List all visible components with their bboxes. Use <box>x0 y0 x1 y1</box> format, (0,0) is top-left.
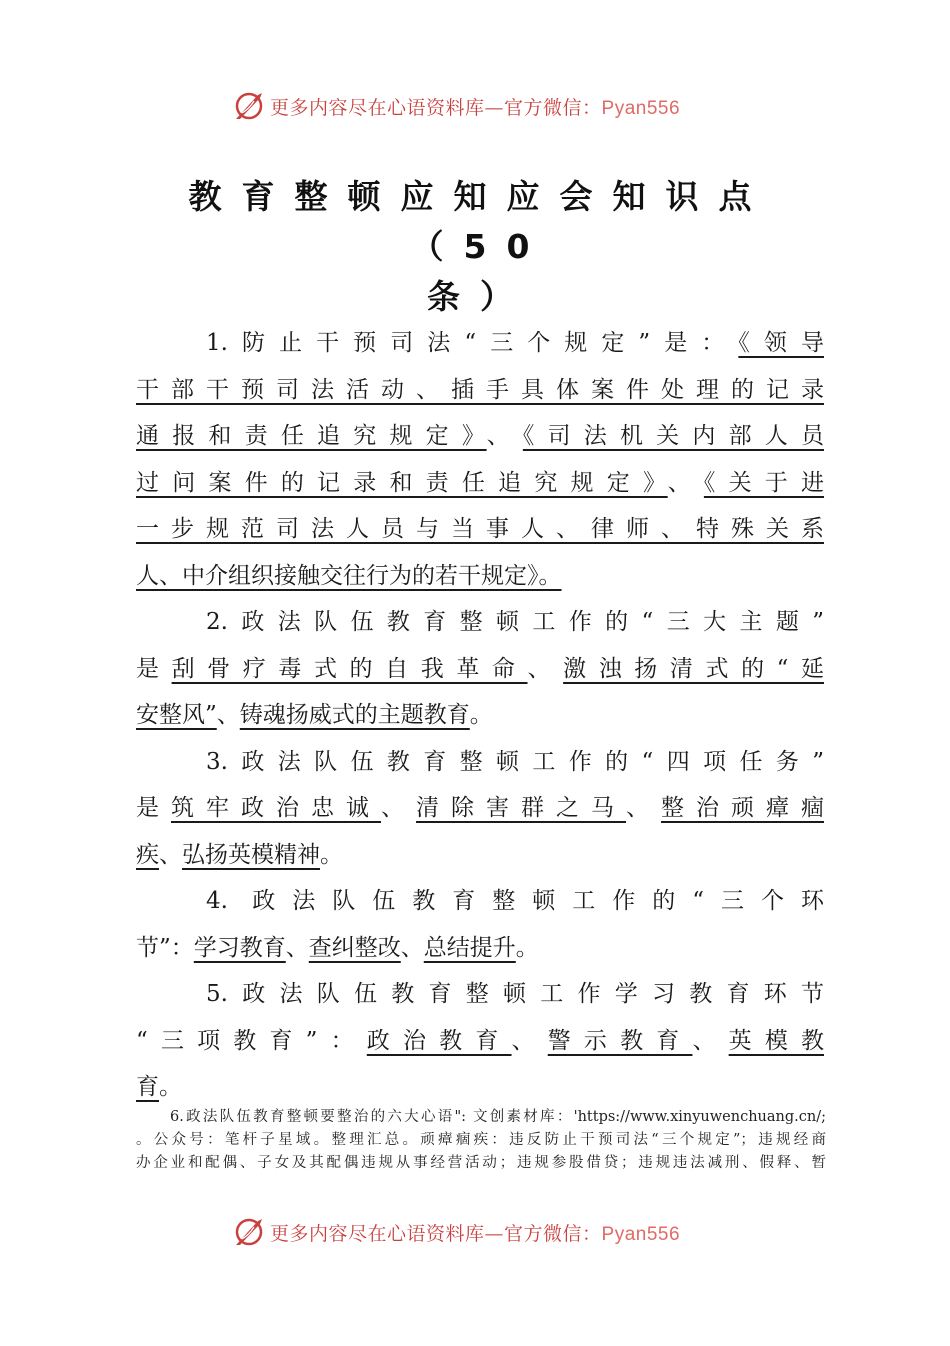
text-segment: 、 <box>667 469 704 496</box>
document-body <box>136 320 824 1111</box>
list-item <box>136 320 824 599</box>
page-title <box>135 172 825 322</box>
list-item <box>136 971 824 1111</box>
text-segment: 、 <box>400 934 424 961</box>
title-line-1: 教育整顿应知应会知识点（50 <box>188 177 772 266</box>
text-segment: 、 <box>527 655 564 682</box>
text-line <box>136 692 824 739</box>
underlined-text: 人、中介组织接触交往行为的若干规定》。 <box>136 562 562 589</box>
text-segment: 。 <box>159 1074 182 1100</box>
underlined-text: 英模教 <box>728 1027 825 1054</box>
underlined-text: 政治教育 <box>366 1027 512 1054</box>
text-segment: 。 <box>320 841 343 868</box>
underlined-text: 育 <box>136 1074 159 1100</box>
list-item <box>136 878 824 971</box>
underlined-text: 筑牢政治忠诚 <box>171 795 381 821</box>
text-segment: 3.政法队伍教育整顿工作的“四项任务” <box>206 748 824 775</box>
text-segment: 、 <box>626 795 661 821</box>
small-paragraph <box>136 1106 826 1175</box>
text-segment: 节”： <box>136 934 194 961</box>
text-line <box>136 739 824 786</box>
text-segment: 5.政法队伍教育整顿工作学习教育环节 <box>206 981 824 1007</box>
underlined-text: 总结提升 <box>423 934 516 961</box>
underlined-text: 激浊扬清式的“延 <box>563 655 825 682</box>
text-line <box>136 785 824 832</box>
underlined-text: 安整风” <box>136 702 217 728</box>
underlined-text: 《司法机关内部人员 <box>522 423 825 449</box>
underlined-text: 学习教育 <box>193 934 286 961</box>
text-line <box>136 367 824 414</box>
watermark-text: 更多内容尽在心语资料库—官方微信：Pyan556 <box>270 1222 681 1245</box>
text-line <box>136 413 824 460</box>
text-line <box>136 320 824 367</box>
underlined-text: 疾 <box>136 841 159 868</box>
list-item <box>136 739 824 879</box>
quill-logo-icon <box>232 1215 266 1249</box>
text-line <box>136 971 824 1018</box>
underlined-text: 《关于进 <box>703 469 825 496</box>
underlined-text: 警示教育 <box>547 1027 693 1054</box>
underlined-text: 铸魂扬威式的主题教育 <box>239 702 470 728</box>
title-line-2: 条） <box>427 277 533 316</box>
underlined-text: 查纠整改 <box>308 934 401 961</box>
text-line <box>136 599 824 646</box>
text-segment: 、 <box>486 423 523 449</box>
underlined-text: 弘扬英模精神 <box>182 841 320 868</box>
watermark-text: 更多内容尽在心语资料库—官方微信：Pyan556 <box>270 96 681 119</box>
text-segment: 、 <box>285 934 309 961</box>
small-text-line: 6.政法队伍教育整顿要整治的六大心语": 文创素材库：'https://www.xinyuwenchuang.cn/; <box>170 1109 826 1125</box>
text-line <box>136 553 824 600</box>
text-line <box>136 878 824 925</box>
text-segment: 、 <box>159 841 182 868</box>
text-line <box>136 646 824 693</box>
text-segment: 4. 政法队伍教育整顿工作的“三个环 <box>206 888 824 914</box>
text-segment: 。 <box>515 934 539 961</box>
text-segment: 是 <box>136 795 171 821</box>
underlined-text: 整治顽瘴痼 <box>661 795 824 821</box>
underlined-text: 一步规范司法人员与当事人、律师、特殊关系 <box>136 516 824 542</box>
text-segment: 。 <box>469 702 493 728</box>
text-line <box>136 832 824 879</box>
quill-logo-icon <box>232 89 266 123</box>
footer-watermark <box>232 1212 752 1252</box>
underlined-text: 通报和责任追究规定》 <box>136 423 487 449</box>
text-segment: 、 <box>511 1027 548 1054</box>
text-line <box>136 460 824 507</box>
text-segment: 是 <box>136 655 172 682</box>
underlined-text: 刮骨疗毒式的自我革命 <box>171 655 528 682</box>
text-segment: 、 <box>692 1027 729 1054</box>
text-line <box>136 506 824 553</box>
text-line <box>136 1064 824 1111</box>
small-text-line: 。公众号：笔杆子星域。整理汇总。顽瘴痼疾：违反防止干预司法“三个规定”；违规经商 <box>136 1132 826 1148</box>
underlined-text: 清除害群之马 <box>416 795 626 821</box>
text-segment: 1.防止干预司法“三个规定”是： <box>206 330 739 356</box>
small-text-line: 办企业和配偶、子女及其配偶违规从事经营活动；违规参股借贷；违规违法减刑、假释、暂 <box>136 1155 826 1171</box>
underlined-text: 干部干预司法活动、插手具体案件处理的记录 <box>136 376 824 403</box>
text-line <box>136 925 824 972</box>
text-segment: “三项教育”： <box>136 1027 367 1054</box>
header-watermark <box>232 86 752 126</box>
list-item <box>136 599 824 739</box>
text-segment: 、 <box>216 702 240 728</box>
text-line <box>136 1018 824 1065</box>
underlined-text: 《领导 <box>738 330 824 356</box>
underlined-text: 过问案件的记录和责任追究规定》 <box>136 469 668 496</box>
text-segment: 、 <box>381 795 416 821</box>
text-segment: 2.政法队伍教育整顿工作的“三大主题” <box>206 609 824 635</box>
